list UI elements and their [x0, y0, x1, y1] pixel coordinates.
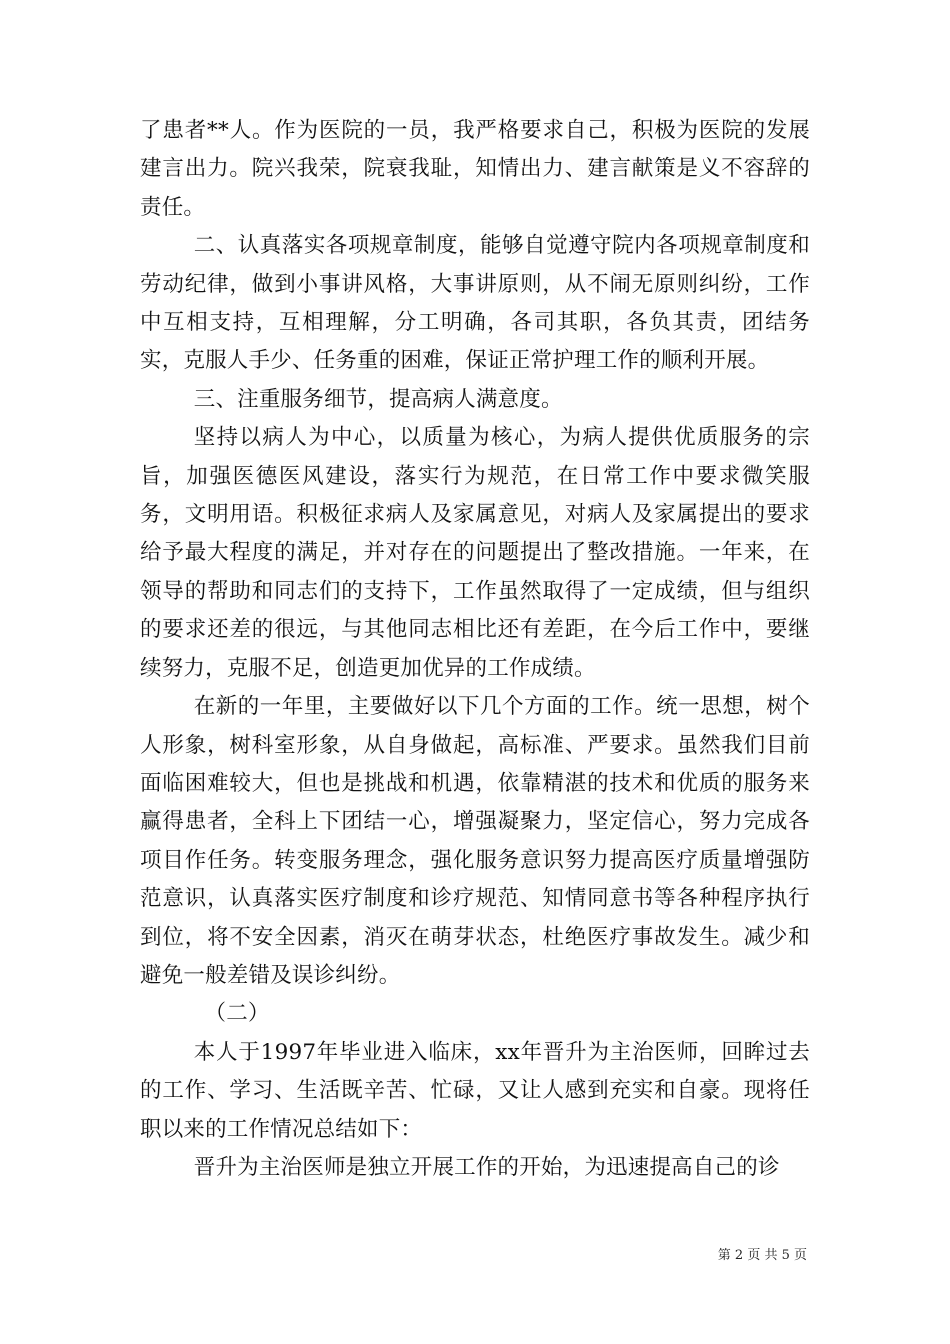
paragraph-1: 了患者**人。作为医院的一员，我严格要求自己，积极为医院的发展建言出力。院兴我荣，院衰我耻，知情出力、建言献策是义不容辞的责任。: [140, 118, 810, 220]
paragraph-8: 晋升为主治医师是独立开展工作的开始，为迅速提高自己的诊: [193, 1154, 780, 1180]
section-heading-3: 三、注重服务细节，提高病人满意度。: [193, 386, 563, 412]
paragraph-4: 坚持以病人为中心，以质量为核心，为病人提供优质服务的宗旨，加强医德医风建设，落实行为规范，在日常工作中要求微笑服务，文明用语。积极征求病人及家属意见，对病人及家属提出的要求给予最大程度的满足，并对存在的问题提出了整改措施。一年来，在领导的帮助和同志们的支持下，工作虽然取得了一定成绩，但与组织的要求还差的很远，与其他同志相比还有差距，在今后工作中，要继续努力，克服不足，创造更加优异的工作成绩。: [140, 425, 810, 681]
document-body: [140, 112, 810, 1187]
paragraph-5: 在新的一年里，主要做好以下几个方面的工作。统一思想，树个人形象，树科室形象，从自身做起，高标准、严要求。虽然我们目前面临困难较大，但也是挑战和机遇，依靠精湛的技术和优质的服务来赢得患者，全科上下团结一心，增强凝聚力，坚定信心，努力完成各项目作任务。转变服务理念，强化服务意识努力提高医疗质量增强防范意识，认真落实医疗制度和诊疗规范、知情同意书等各种程序执行到位，将不安全因素，消灭在萌芽状态，杜绝医疗事故发生。减少和避免一般差错及误诊纠纷。: [140, 694, 810, 988]
subsection-marker: （二）: [204, 1001, 270, 1027]
page-footer: 第 2 页 共 5 页: [717, 1248, 807, 1263]
paragraph-7: 本人于1997年毕业进入临床，xx年晋升为主治医师，回眸过去的工作、学习、生活既辛苦、忙碌，又让人感到充实和自豪。现将任职以来的工作情况总结如下：: [140, 1039, 810, 1142]
paragraph-2: 二、认真落实各项规章制度，能够自觉遵守院内各项规章制度和劳动纪律，做到小事讲风格，大事讲原则，从不闹无原则纠纷，工作中互相支持，互相理解，分工明确，各司其职，各负其责，团结务实，克服人手少、任务重的困难，保证正常护理工作的顺利开展。: [140, 233, 810, 374]
